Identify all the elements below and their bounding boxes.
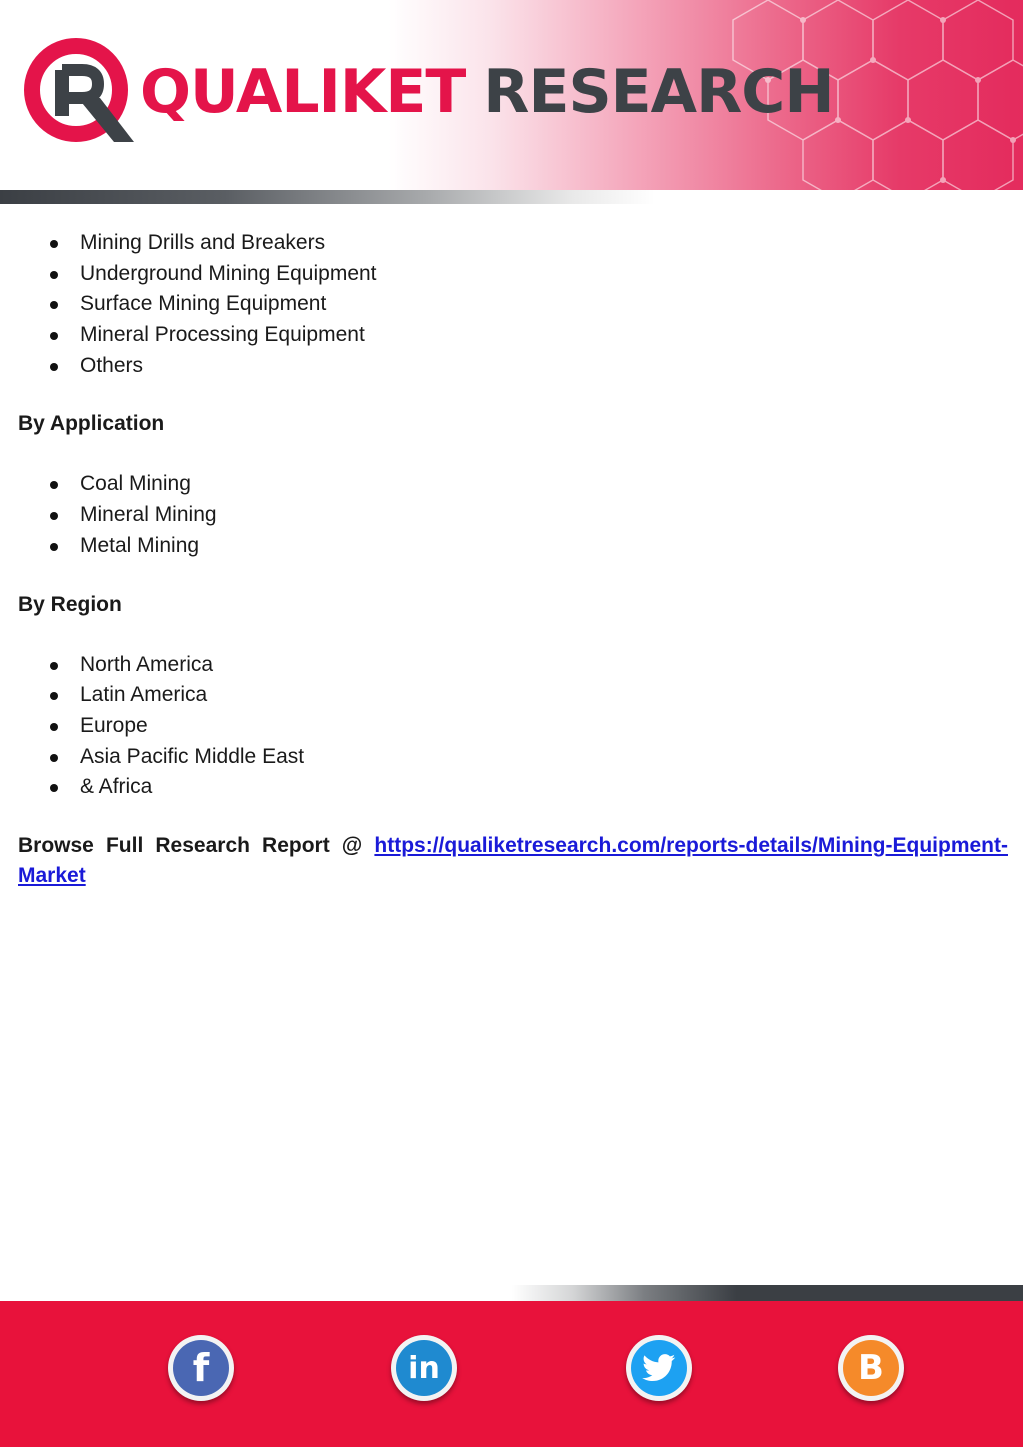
list-item: Others <box>18 351 1008 382</box>
twitter-icon <box>631 1340 687 1396</box>
section-heading-application: By Application <box>18 412 165 436</box>
brand-name-part2: RESEARCH <box>483 57 834 127</box>
application-list <box>18 469 1008 561</box>
header-rule <box>0 190 1023 204</box>
list-item: Mineral Mining <box>18 500 1008 531</box>
facebook-icon: f <box>173 1340 229 1396</box>
list-item: Coal Mining <box>18 469 1008 500</box>
document-body <box>18 228 1008 891</box>
blogger-button[interactable] <box>838 1335 904 1401</box>
list-item: & Africa <box>18 772 1008 803</box>
section-heading-region: By Region <box>18 592 122 616</box>
brand-name-part1: QUALIKET <box>140 57 466 127</box>
list-item: Underground Mining Equipment <box>18 259 1008 290</box>
list-item: Europe <box>18 711 1008 742</box>
report-link[interactable]: https://qualiketresearch.com/reports-details/Mining-Equipment-Market <box>18 833 1008 887</box>
equipment-type-list <box>18 228 1008 381</box>
blogger-icon: B <box>843 1340 899 1396</box>
list-item: Latin America <box>18 680 1008 711</box>
list-item: North America <box>18 650 1008 681</box>
browse-report-paragraph <box>18 831 1008 891</box>
list-item: Surface Mining Equipment <box>18 289 1008 320</box>
twitter-bird-icon <box>642 1354 676 1382</box>
list-item: Asia Pacific Middle East <box>18 742 1008 773</box>
list-item: Metal Mining <box>18 531 1008 562</box>
brand-logo-text <box>140 57 834 127</box>
page-header <box>0 0 1023 205</box>
browse-label: Browse Full Research Report @ <box>18 833 363 857</box>
twitter-button[interactable] <box>626 1335 692 1401</box>
list-item: Mining Drills and Breakers <box>18 228 1008 259</box>
footer-rule <box>0 1285 1023 1301</box>
facebook-button[interactable] <box>168 1335 234 1401</box>
linkedin-button[interactable] <box>391 1335 457 1401</box>
region-list <box>18 650 1008 803</box>
linkedin-icon: in <box>396 1340 452 1396</box>
logo-icon <box>22 36 134 150</box>
list-item: Mineral Processing Equipment <box>18 320 1008 351</box>
